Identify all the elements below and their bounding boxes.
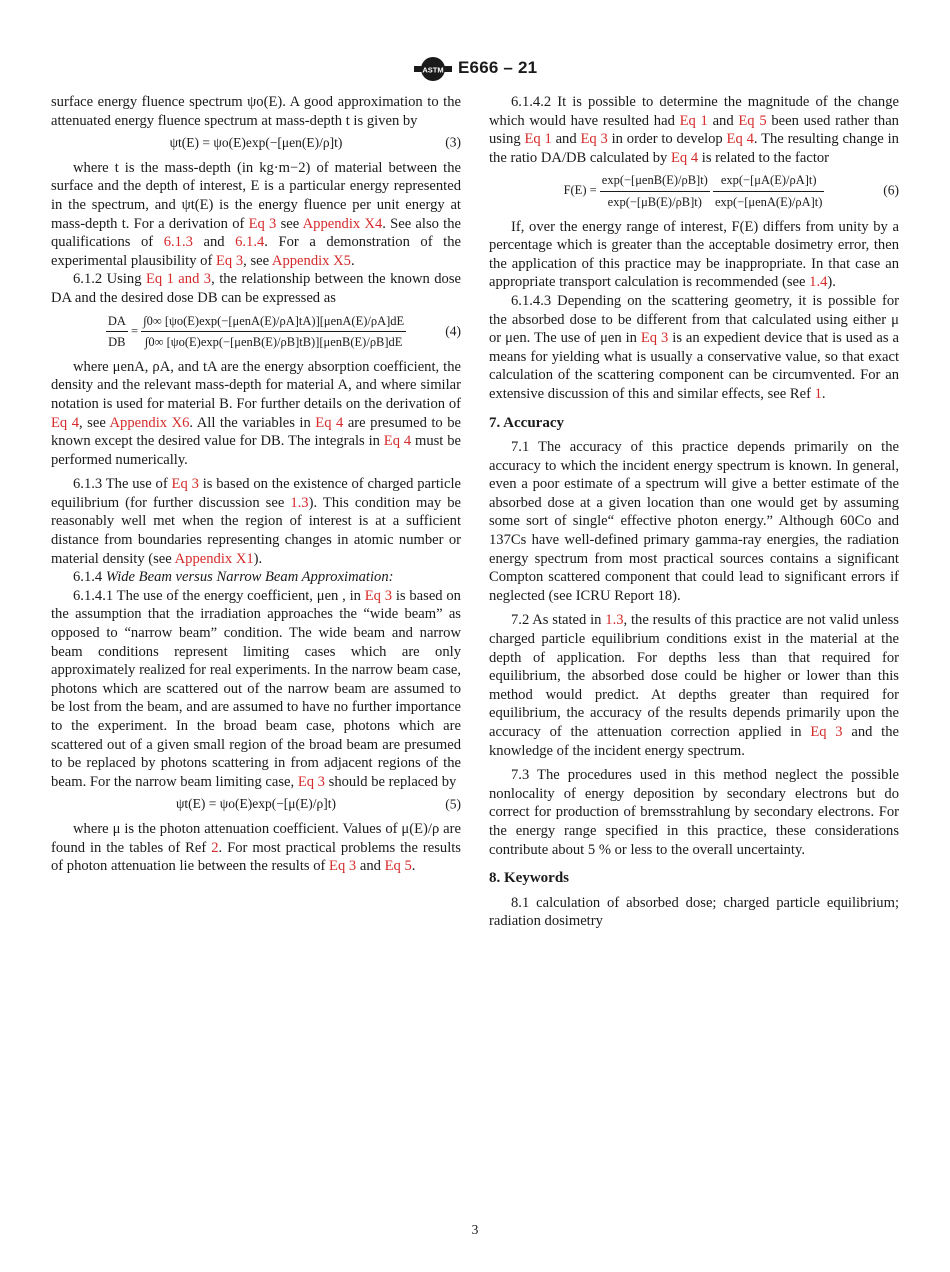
link-eq-1[interactable]: Eq 1: [524, 131, 552, 148]
link-eq-3[interactable]: Eq 3: [297, 773, 325, 790]
equation-6: [489, 171, 899, 211]
equation-6-fraction-1: $\frac{\text{exp(−[μenB(E)/ρB]t)}}{\exp(-[\mu B(E)/\rho B]t)}$: [601, 173, 708, 209]
paragraph-7-3: 7.3 The procedures used in this method neglect the possible nonlocality of energy deposition by secondary electrons but do correct for production of bremsstrahlung by secondary electrons. For the energy range specified in this practice, these considerations contribute about 5 % or less to the overall uncertainty.: [489, 767, 899, 858]
link-eq-3[interactable]: Eq 3: [810, 724, 843, 740]
paragraph-6-1-1-cont: surface energy fluence spectrum ψo(E). A good approximation to the attenuated energy fluence spectrum at mass-depth t is given by: [51, 94, 461, 129]
equation-3-body: ψt(E) = ψo(E)exp(−[μen(E)/ρ]t): [169, 135, 343, 151]
equation-3-number: (3): [445, 135, 461, 151]
link-eq-4[interactable]: Eq 4: [670, 149, 699, 166]
equation-6-fraction-2: $\frac{\exp(-[\mu A(E)/\rho A]t)}{\text{exp(−[μenA(E)/ρA]t)}}$: [714, 173, 823, 209]
link-eq-3[interactable]: Eq 3: [171, 476, 199, 493]
link-1-3[interactable]: 1.3: [290, 494, 309, 511]
paragraph-6-1-4: 6.1.4 Wide Beam versus Narrow Beam Approximation:: [73, 569, 394, 586]
paragraph-if-over: If, over the energy range of interest, F(E) differs from unity by a percentage which is greater than the acceptable dosimetry error, then the application of this practice may be inappropriate. In that case an appropriate transport calculation is recommended (see 1.4).: [489, 218, 899, 291]
left-column: [51, 93, 461, 876]
page-number: 3: [471, 1222, 479, 1237]
equation-5-number: (5): [445, 796, 461, 812]
link-eq-5[interactable]: Eq 5: [384, 858, 412, 875]
link-appendix-x5[interactable]: Appendix X5: [271, 252, 351, 269]
link-ref-1[interactable]: 1: [814, 385, 822, 402]
link-eq-4[interactable]: Eq 4: [315, 414, 344, 431]
link-eq-4[interactable]: Eq 4: [726, 131, 754, 148]
link-eq-1[interactable]: Eq 1: [679, 112, 708, 129]
section-heading-keywords: 8. Keywords: [489, 870, 569, 887]
equation-5-body: ψt(E) = ψo(E)exp(−[μ(E)/ρ]t): [175, 796, 337, 812]
link-eq-3[interactable]: Eq 3: [364, 587, 393, 604]
equation-4-lhs: $\frac{DA}{DB}$: [107, 313, 126, 350]
link-eq-4[interactable]: Eq 4: [383, 433, 412, 450]
section-heading-accuracy: 7. Accuracy: [489, 414, 564, 431]
link-6-1-3[interactable]: 6.1.3: [163, 234, 193, 251]
link-ref-2[interactable]: 2: [211, 839, 219, 856]
paragraph-6-1-4-2: 6.1.4.2 It is possible to determine the magnitude of the change which would have resulted had Eq 1 and Eq 5 been used rather than using Eq 1 and Eq 3 in order to develop Eq 4. The resulting change in the ratio DA/DB calculated by Eq 4 is related to the factor: [489, 94, 899, 166]
link-eq-5[interactable]: Eq 5: [738, 112, 767, 129]
paragraph-6-1-2: 6.1.2 Using Eq 1 and 3, the relationship between the known dose DA and the desired dose DB can be expressed as: [51, 271, 461, 306]
equation-4: [51, 312, 461, 352]
astm-logo-icon: [413, 56, 453, 82]
link-eq-3[interactable]: Eq 3: [248, 215, 277, 232]
paragraph-where-mu-photon: where μ is the photon attenuation coefficient. Values of μ(E)/ρ are found in the tables of Ref 2. For most practical problems the results of photon attenuation lie between the results of Eq 3 and Eq 5.: [51, 820, 461, 875]
equation-5: [51, 795, 461, 814]
link-eq-4[interactable]: Eq 4: [51, 414, 80, 431]
paragraph-7-2: 7.2 As stated in 1.3, the results of this practice are not valid unless charged particle equilibrium conditions exist in the material at the depth of application. For depths less than that required for equilibrium, the absorbed dose could be higher or lower than this method would predict. At depths greater than required for equilibrium, the accuracy of the results depends primarily upon the accuracy of the attenuation correction applied in Eq 3 and the knowledge of the incident energy spectrum.: [489, 612, 899, 759]
equation-3: [51, 134, 461, 153]
paragraph-6-1-3: 6.1.3 The use of Eq 3 is based on the existence of charged particle equilibrium (for further discussion see 1.3). This condition may be reasonably well met when the region of interest is at a sufficient distance from boundaries representing changes in atomic number or material density (see Appendix X1).: [51, 476, 462, 567]
equation-4-number: (4): [445, 323, 461, 339]
link-1-4[interactable]: 1.4: [809, 274, 828, 291]
paragraph-7-1: 7.1 The accuracy of this practice depends primarily on the accuracy to which the incident energy spectrum is known. In general, even a poor estimate of a spectrum will give a better estimate of the absorbed dose at a given location than one would get by assuming some sort of single“ effective photon energy.” Although 60Co and 137Cs have well-defined primary gamma-ray energies, the radiation energy spectrum from most practical sources contains a significant Compton scattered component that could lead to significant errors if neglected (see ICRU Report 18).: [489, 439, 899, 604]
link-eq-3[interactable]: Eq 3: [640, 330, 669, 347]
link-eq-3[interactable]: Eq 3: [215, 252, 244, 269]
paragraph-6-1-4-3: 6.1.4.3 Depending on the scattering geometry, it is possible for the absorbed dose to be different from that calculated using either μ or μen. The use of μen in Eq 3 is an expedient device that is used as a means for yielding what is usually a conservative value, so that exact calculation of the scattering component can be circumvented. For an extensive discussion of this and similar effects, see Ref 1.: [489, 292, 899, 402]
link-appendix-x6[interactable]: Appendix X6: [109, 414, 190, 431]
paragraph-6-1-4-1: 6.1.4.1 The use of the energy coefficient, μen , in Eq 3 is based on the assumption that the irradiation approaches the “wide beam” as opposed to “narrow beam” condition. The wide beam and narrow beam conditions represent limiting cases which are only approximately realized for real experiments. In the narrow beam case, photons which are scattered out of the narrow beam are assumed to be lost from the beam, and are assumed to have no further importance to the experiment. In the broad beam case, photons which are scattered out of a given small region of the broad beam are presumed to be replaced by photons scattering in from adjacent regions of the beam. For the narrow beam limiting case, Eq 3 should be replaced by: [51, 587, 461, 790]
link-6-1-4[interactable]: 6.1.4: [235, 234, 265, 251]
link-appendix-x4[interactable]: Appendix X4: [302, 215, 383, 232]
page-header: [0, 56, 950, 86]
right-column: [489, 93, 899, 931]
equation-6-number: (6): [883, 183, 899, 199]
link-eq-1-and-3[interactable]: Eq 1 and 3: [145, 271, 212, 288]
document-id: E666 – 21: [458, 58, 538, 77]
equation-6-body: [489, 171, 899, 211]
equation-6-lhs: F(E) =: [563, 183, 597, 198]
paragraph-where-mu: where μenA, ρA, and tA are the energy absorption coefficient, the density and the relevant mass-depth for material A, and where similar notation is used for material B. For further details on the derivation of Eq 4, see Appendix X6. All the variables in Eq 4 are presumed to be known except the desired value for DB. The integrals in Eq 4 must be performed numerically.: [51, 358, 462, 468]
link-appendix-x1[interactable]: Appendix X1: [174, 550, 254, 567]
equation-4-rhs: $\frac{\text{∫0∞ [ψo(E)exp(−[μenA(E)/ρA]tA)][μenA(E)/ρA]dE}}{\text{∫0∞ [ψo(E)exp(−[μenB(E)/ρB]tB)][μenB(E)/ρB]dE}}$: [143, 313, 405, 350]
svg-text:ASTM: ASTM: [422, 65, 444, 75]
paragraph-8-1: 8.1 calculation of absorbed dose; charged particle equilibrium; radiation dosimetry: [489, 894, 899, 930]
equation-4-body: $\frac{DA}{DB}$ = $\frac{\text{∫0∞ [ψo(E)exp(−[μenA(E)/ρA]tA)][μenA(E)/ρA]dE}}{\text{∫0∞ [ψo(E)exp(−[μenB(E)/ρB]tB)][μenB(E)/ρB]dE}}$: [51, 312, 461, 352]
paragraph-where-t: where t is the mass-depth (in kg·m−2) of material between the surface and the depth of interest, E is a particular energy represented in the spectrum, and ψt(E) is the energy fluence per unit energy at mass-depth t. For a derivation of Eq 3 see Appendix X4. See also the qualifications of 6.1.3 and 6.1.4. For a demonstration of the experimental plausibility of Eq 3, see Appendix X5.: [51, 159, 461, 269]
link-eq-3[interactable]: Eq 3: [329, 858, 357, 875]
link-eq-3[interactable]: Eq 3: [580, 131, 608, 148]
link-1-3[interactable]: 1.3: [605, 612, 624, 629]
